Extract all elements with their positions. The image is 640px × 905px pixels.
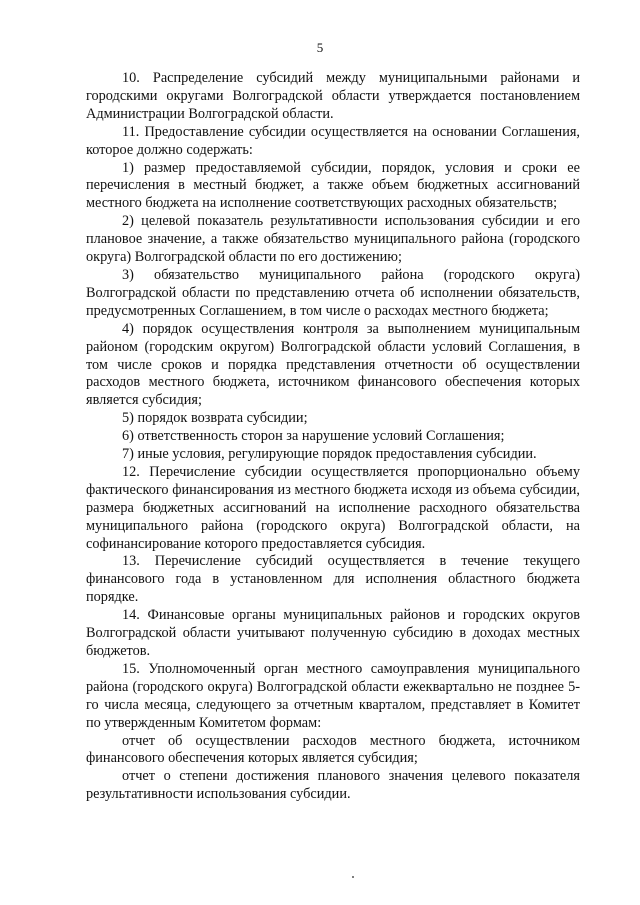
subitem-5: 5) порядок возврата субсидии; <box>122 410 308 427</box>
document-body <box>86 70 580 804</box>
subitem-1: 1) размер предоставляемой субсидии, порядок, условия и сроки ее перечисления в местный бюджет, а также объем бюджетных ассигнований местного бюджета на исполнение соответствующих расходных обязательств; <box>86 159 580 212</box>
paragraph-item-15: 15. Уполномоченный орган местного самоуправления муниципального района (городского округа) Волгоградской области ежеквартально не позднее 5-го числа месяца, следующего за отчетным кварталом, представляет в Комитет по утвержденным Комитетом формам: <box>86 660 580 731</box>
scan-speck <box>352 876 354 878</box>
paragraph-item-14: 14. Финансовые органы муниципальных районов и городских округов Волгоградской области учитывают полученную субсидию в доходах местных бюджетов. <box>86 607 580 659</box>
paragraph-item-12: 12. Перечисление субсидии осуществляется пропорционально объему фактического финансирования из местного бюджета исходя из объема субсидии, размера бюджетных ассигнований на исполнение расходного обязательства муниципального района (городского округа) Волгоградской области, на софинансирование которого предоставляется субсидия. <box>86 463 580 552</box>
paragraph-item-11: 11. Предоставление субсидии осуществляется на основании Соглашения, которое должно содержать: <box>86 123 580 158</box>
report-item-expenses: отчет об осуществлении расходов местного бюджета, источником финансового обеспечения которых является субсидия; <box>86 732 580 767</box>
subitem-4: 4) порядок осуществления контроля за выполнением муниципальным районом (городским округом) Волгоградской области условий Соглашения, в том числе сроков и порядка представления отчетности об осуществлении расходов местного бюджета, источником финансового обеспечения которых является субсидия; <box>86 320 580 409</box>
report-item-target-indicator: отчет о степени достижения планового значения целевого показателя результативности использования субсидии. <box>86 768 580 803</box>
paragraph-item-10: 10. Распределение субсидий между муниципальными районами и городскими округами Волгоградской области утверждается постановлением Администрации Волгоградской области. <box>86 70 580 122</box>
subitem-7: 7) иные условия, регулирующие порядок предоставления субсидии. <box>122 446 537 463</box>
subitem-3: 3) обязательство муниципального района (городского округа) Волгоградской области по представлению отчета об исполнении обязательств, предусмотренных Соглашением, в том числе о расходах местного бюджета; <box>86 266 580 319</box>
subitem-2: 2) целевой показатель результативности использования субсидии и его плановое значение, а также обязательство муниципального района (городского округа) Волгоградской области по его достижению; <box>86 213 580 266</box>
page-number: 5 <box>316 40 324 55</box>
paragraph-item-13: 13. Перечисление субсидий осуществляется в течение текущего финансового года в установленном для исполнения областного бюджета порядке. <box>86 553 580 606</box>
subitem-6: 6) ответственность сторон за нарушение условий Соглашения; <box>122 428 505 445</box>
